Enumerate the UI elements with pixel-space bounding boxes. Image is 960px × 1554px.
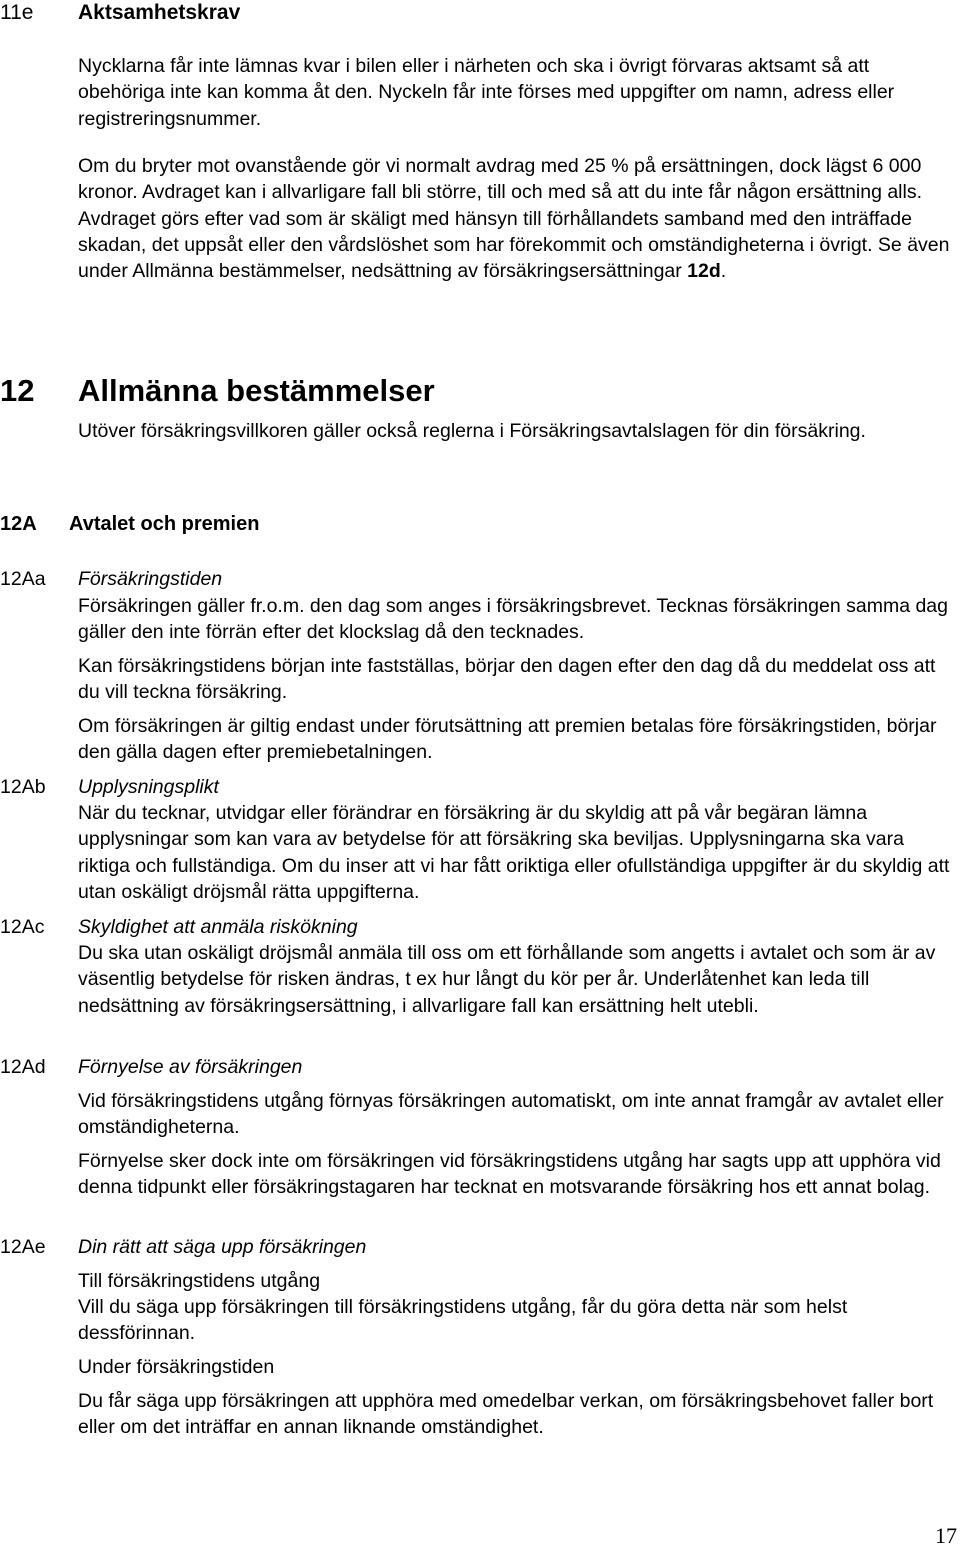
paragraph-12Aa-3: Om försäkringen är giltig endast under förutsättning att premien betalas före försäkringstiden, börjar den gälla dagen efter premiebetalningen.	[78, 715, 937, 764]
section-heading-12: Allmänna bestämmelser	[78, 373, 435, 408]
subsection-number-12Ab: 12Ab	[0, 776, 46, 798]
paragraph-12Ae-2: Du får säga upp försäkringen att upphöra med omedelbar verkan, om försäkringsbehovet faller bort eller om det inträffar en annan liknande omständighet.	[78, 1390, 934, 1439]
subsection-title-12Ad: Förnyelse av försäkringen	[78, 1056, 303, 1078]
paragraph-12Aa-2: Kan försäkringstidens början inte fastställas, börjar den dagen efter den dag då du meddelat oss att du vill teckna försäkring.	[78, 655, 936, 704]
subsection-number-12Aa: 12Aa	[0, 568, 46, 590]
paragraph-11e-deduction: Om du bryter mot ovanstående gör vi normalt avdrag med 25 % på ersättningen, dock lägst 6 000 kronor. Avdraget kan i allvarligare fall bli större, till och med så att du inte får någon ersättning alls. Avdraget görs efter vad som är skäligt med hänsyn till förhållandets samband med den inträffade skadan, det uppsåt eller den vårdslöshet som har förekommit och omständigheterna i övrigt. Se även under Allmänna bestämmelser, nedsättning av försäkringsersättningar 12d.	[78, 155, 950, 283]
subsection-title-12Ab: Upplysningsplikt	[78, 776, 219, 798]
subsection-number-12Ac: 12Ac	[0, 916, 45, 938]
subsection-title-12Ae: Din rätt att säga upp försäkringen	[78, 1236, 367, 1258]
subsection-number-12Ad: 12Ad	[0, 1056, 46, 1078]
section-heading-12A: Avtalet och premien	[69, 513, 260, 535]
subsection-title-12Aa: Försäkringstiden	[78, 568, 223, 590]
section-number-12A: 12A	[0, 513, 37, 535]
paragraph-12Ad-2: Förnyelse sker dock inte om försäkringen vid försäkringstidens utgång har sagts upp att upphöra vid denna tidpunkt eller försäkringstagaren har tecknat en motsvarande försäkring hos ett annat bolag.	[78, 1150, 941, 1199]
paragraph-12Aa-1: Försäkringen gäller fr.o.m. den dag som anges i försäkringsbrevet. Tecknas försäkringen samma dag gäller den inte förrän efter det klockslag då den tecknades.	[78, 595, 948, 644]
subsection-title-12Ac: Skyldighet att anmäla riskökning	[78, 916, 358, 938]
paragraph-12Ab-1: När du tecknar, utvidgar eller förändrar en försäkring är du skyldig att på vår begäran lämna upplysningar som kan vara av betydelse för att försäkring ska beviljas. Upplysningarna ska vara riktiga och fullständiga. Om du inser att vi har fått oriktiga eller ofullständiga uppgifter är du skyldig att utan oskäligt dröjsmål rätta uppgifterna.	[78, 802, 950, 903]
paragraph-11e-keys: Nycklarna får inte lämnas kvar i bilen eller i närheten och ska i övrigt förvaras aktsamt så att obehöriga inte kan komma åt den. Nyckeln får inte förses med uppgifter om namn, adress eller registreringsnummer.	[78, 55, 895, 130]
section-heading-11e: Aktsamhetskrav	[78, 1, 241, 24]
paragraph-12-intro: Utöver försäkringsvillkoren gäller också reglerna i Försäkringsavtalslagen för din försäkring.	[78, 420, 866, 442]
subheading-12Ae-during-period: Under försäkringstiden	[78, 1356, 275, 1378]
reference-12d: 12d	[687, 260, 721, 283]
paragraph-12Ad-1: Vid försäkringstidens utgång förnyas försäkringen automatiskt, om inte annat framgår av avtalet eller omständigheterna.	[78, 1090, 944, 1139]
subheading-12Ae-until-expiry: Till försäkringstidens utgång	[78, 1270, 321, 1292]
page-number: 17	[935, 1523, 957, 1548]
section-number-12: 12	[0, 373, 35, 408]
subsection-number-12Ae: 12Ae	[0, 1236, 46, 1258]
section-number-11e: 11e	[0, 1, 34, 24]
paragraph-12Ae-1: Vill du säga upp försäkringen till försäkringstidens utgång, får du göra detta när som helst dessförinnan.	[78, 1296, 848, 1345]
paragraph-12Ac-1: Du ska utan oskäligt dröjsmål anmäla till oss om ett förhållande som angetts i avtalet och som är av väsentlig betydelse för risken ändras, t ex hur långt du kör per år. Underlåtenhet kan leda till nedsättning av försäkringsersättning, i allvarligare fall kan ersättning helt utebli.	[78, 942, 936, 1017]
